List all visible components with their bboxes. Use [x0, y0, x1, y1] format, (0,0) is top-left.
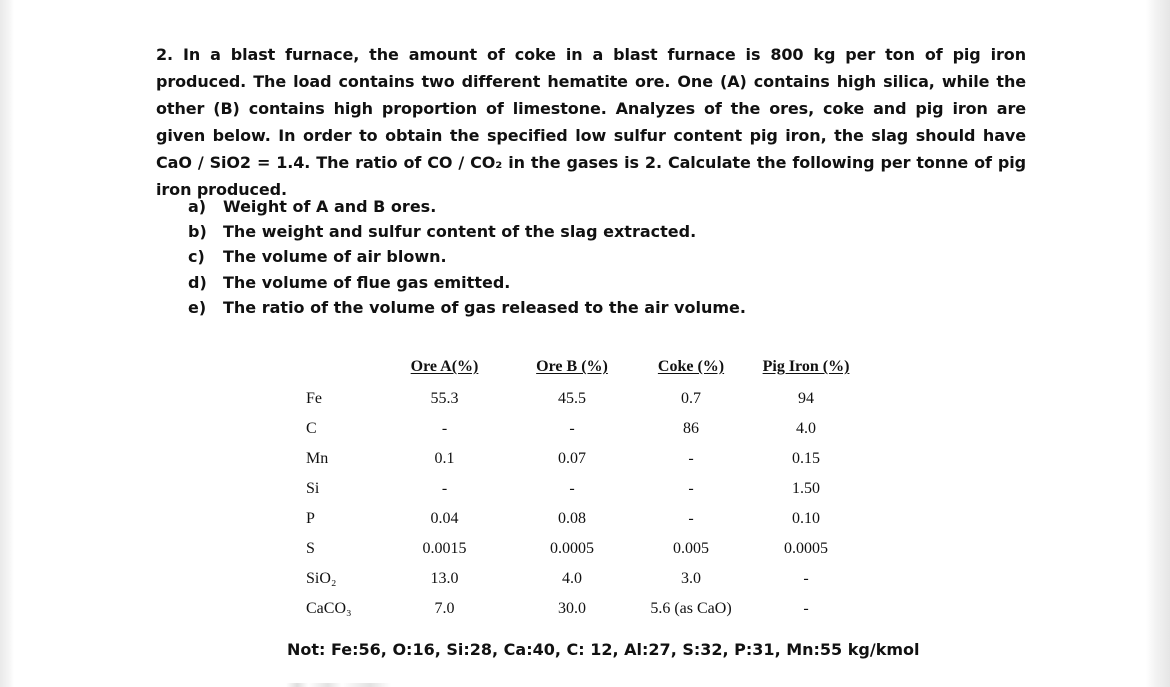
row-label-sio2: SiO₂ [306, 570, 337, 587]
page-edge-shadow-right [1146, 0, 1170, 687]
table-header-row [295, 350, 872, 384]
table-cell: - [569, 480, 575, 497]
table-cell: 0.10 [792, 510, 820, 527]
table-cell: 0.7 [681, 390, 701, 407]
question-item [188, 295, 746, 320]
table-cell: - [688, 480, 694, 497]
question-item [188, 270, 746, 295]
table-cell: 0.0005 [784, 540, 828, 557]
question-list [188, 194, 746, 320]
table-cell: 0.15 [792, 450, 820, 467]
table-row [295, 444, 872, 474]
table-row [295, 384, 872, 414]
table-cell: 4.0 [796, 420, 816, 437]
row-label-fe: Fe [306, 390, 322, 407]
table-cell: 5.6 (as CaO) [650, 600, 732, 617]
page-edge-shadow-left [0, 0, 14, 687]
question-item [188, 194, 746, 219]
question-label: d) [188, 272, 207, 292]
table-cell: 7.0 [434, 600, 455, 617]
row-label-s: S [306, 540, 315, 557]
header-pig-iron [740, 350, 872, 384]
table-cell: 13.0 [430, 570, 459, 587]
table-row [295, 534, 872, 564]
header-pig-iron-label: Pig Iron (%) [762, 358, 850, 375]
question-text: The volume of flue gas emitted. [223, 272, 511, 292]
table-cell: 55.3 [430, 390, 459, 407]
table-row [295, 504, 872, 534]
cropped-next-line [286, 683, 426, 687]
table-cell: 0.0015 [422, 540, 467, 557]
header-ore-a-label: Ore A(%) [410, 358, 479, 375]
row-label-caco3: CaCO₃ [306, 600, 352, 617]
row-label-p: P [306, 510, 315, 527]
header-ore-b [502, 350, 642, 384]
table-cell: - [688, 450, 694, 467]
table-row [295, 594, 872, 624]
header-empty [295, 350, 387, 384]
header-ore-b-label: Ore B (%) [536, 358, 608, 375]
question-label: e) [188, 297, 207, 317]
table-cell: - [688, 510, 694, 527]
table-cell: 30.0 [558, 600, 586, 617]
table-cell: - [441, 420, 448, 437]
question-label: c) [188, 247, 205, 267]
row-label-c: C [306, 420, 317, 437]
table-row [295, 474, 872, 504]
question-label: a) [188, 197, 207, 216]
table-cell: 4.0 [562, 570, 582, 587]
header-ore-a [387, 350, 502, 384]
row-label-si: Si [306, 480, 320, 497]
table-cell: - [803, 570, 809, 587]
question-label: b) [188, 222, 207, 242]
header-coke [642, 350, 740, 384]
table-cell: 0.04 [430, 510, 459, 527]
table-cell: 3.0 [681, 570, 701, 587]
table-cell: 0.1 [434, 450, 455, 467]
table-cell: 0.08 [558, 510, 586, 527]
composition-table [295, 350, 872, 624]
table-cell: 0.0005 [550, 540, 594, 557]
table-cell: 0.07 [558, 450, 586, 467]
question-text: Weight of A and B ores. [223, 197, 437, 216]
row-label-mn: Mn [306, 450, 329, 467]
table-cell: 1.50 [792, 480, 820, 497]
table-row [295, 564, 872, 594]
table-cell: - [803, 600, 809, 617]
table-cell: 86 [683, 420, 699, 437]
question-text: The volume of air blown. [223, 247, 447, 267]
question-item [188, 219, 746, 244]
table-cell: 45.5 [558, 390, 586, 407]
table-cell: - [569, 420, 575, 437]
table-row [295, 414, 872, 444]
question-text: The weight and sulfur content of the slag extracted. [223, 222, 697, 242]
question-text: The ratio of the volume of gas released to the air volume. [223, 297, 746, 317]
table-cell: - [441, 480, 448, 497]
header-coke-label: Coke (%) [657, 358, 725, 375]
atomic-weights-note: Not: Fe:56, O:16, Si:28, Ca:40, C: 12, Al:27, S:32, P:31, Mn:55 kg/kmol [287, 640, 920, 659]
problem-statement: 2. In a blast furnace, the amount of coke in a blast furnace is 800 kg per ton of pig iron produced. The load contains two different hematite ore. One (A) contains high silica, while the other (B) contains high proportion of limestone. Analyzes of the ores, coke and pig iron are given below. In order to obtain the specified low sulfur content pig iron, the slag should have CaO / SiO2 = 1.4. The ratio of CO / CO₂ in the gases is 2. Calculate the following per tonne of pig iron produced. [156, 45, 1026, 199]
table-cell: 0.005 [673, 540, 709, 557]
table-cell: 94 [798, 390, 814, 407]
question-item [188, 244, 746, 269]
